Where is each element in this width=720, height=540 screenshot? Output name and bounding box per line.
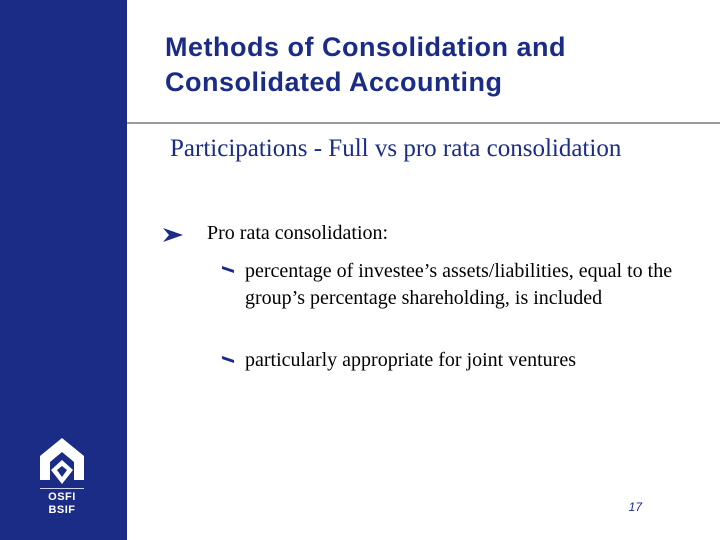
title-line-1: Methods of Consolidation and (165, 32, 566, 62)
logo-line-bsif: BSIF (48, 504, 76, 516)
sub-bullet-text: particularly appropriate for joint ventures (245, 349, 576, 371)
title-divider (127, 122, 720, 124)
title-line-2: Consolidated Accounting (165, 67, 503, 97)
page-number: 17 (628, 500, 642, 514)
dash-bullet-icon (222, 355, 234, 364)
osfi-logo-icon (36, 436, 88, 488)
slide-subtitle: Participations - Full vs pro rata consolidation (170, 135, 622, 162)
slide-title (165, 30, 705, 100)
sub-bullet-text: percentage of investee’s assets/liabilities, equal to the group’s percentage shareholding, is included (245, 260, 673, 309)
dash-bullet-icon (222, 265, 234, 274)
logo-divider (40, 488, 84, 489)
sidebar (0, 0, 127, 540)
arrow-bullet-icon (163, 228, 183, 242)
logo-line-osfi: OSFI (48, 491, 76, 503)
logo-text (34, 491, 90, 517)
bullet-text: Pro rata consolidation: (207, 222, 389, 244)
